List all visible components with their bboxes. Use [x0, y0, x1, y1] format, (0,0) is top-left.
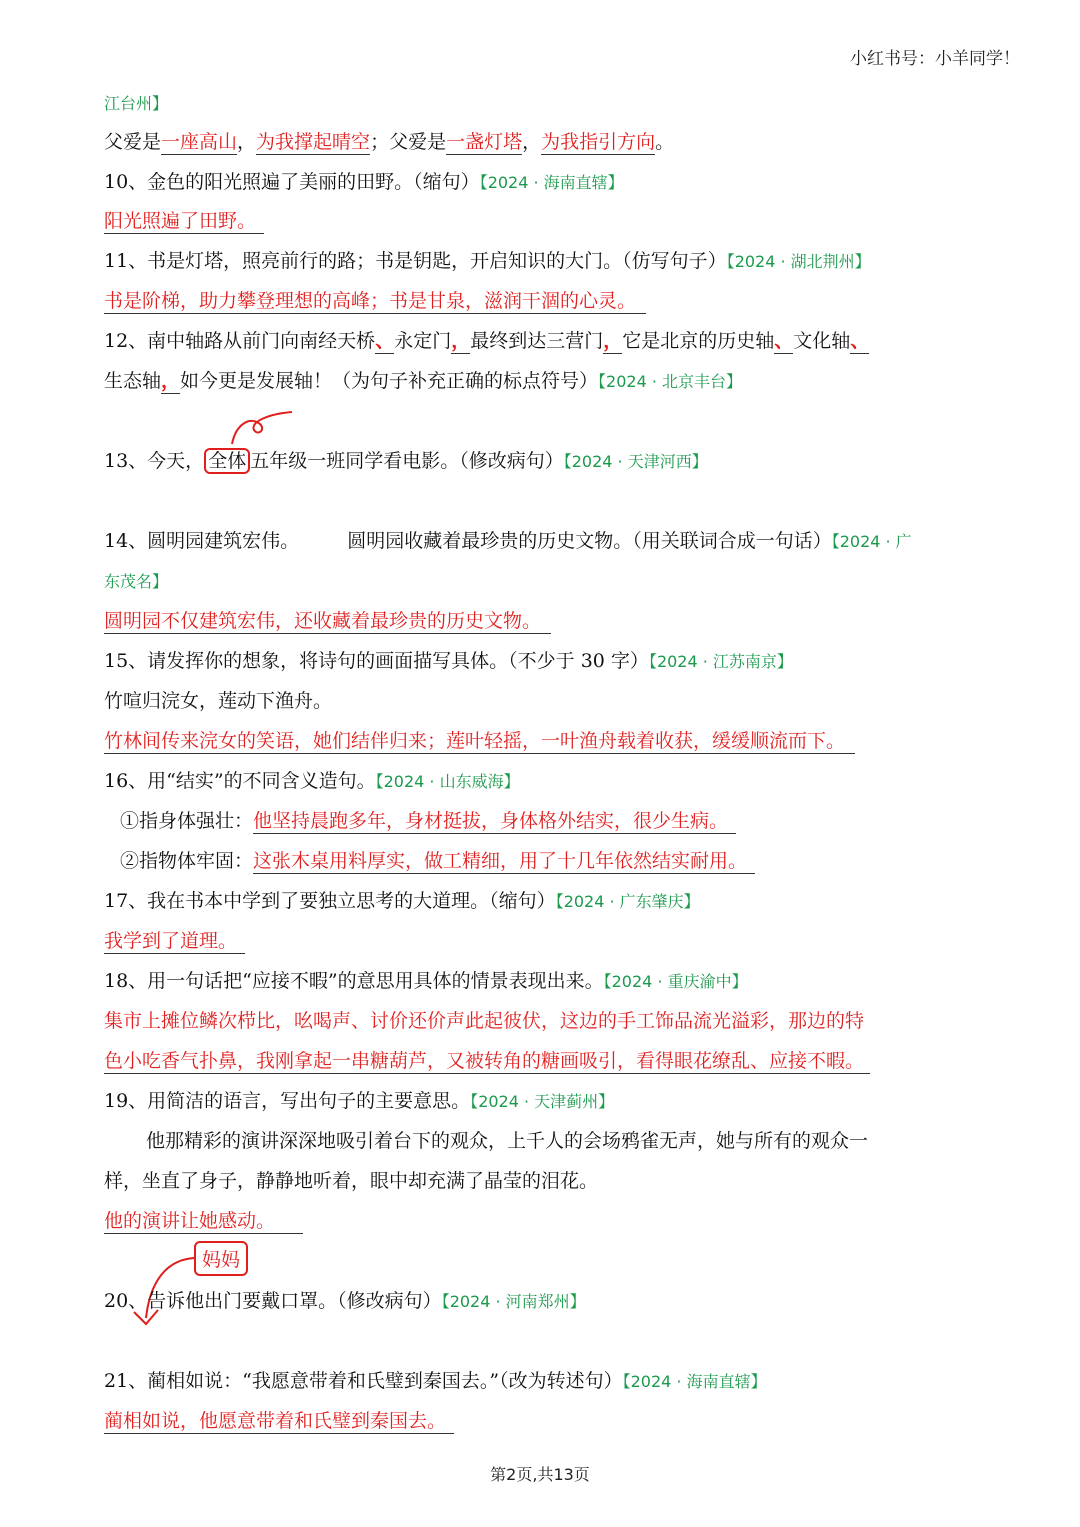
question-text: 13、今天， — [104, 450, 205, 472]
question-21 — [104, 1368, 767, 1395]
passage-line2 — [104, 1168, 598, 1194]
source-tag: 【2024 · 重庆渝中】 — [603, 972, 748, 991]
source-tag-line — [104, 90, 168, 117]
question-text: 最终到达三营门 — [470, 330, 604, 352]
text: ， — [237, 131, 257, 153]
text: ， — [522, 131, 542, 153]
question-text: 11、书是灯塔，照亮前行的路；书是钥匙，开启知识的大门。（仿写句子） — [104, 250, 727, 272]
source-tag: 【2024 · 江苏南京】 — [648, 652, 793, 671]
question-text: 14、圆明园建筑宏伟。 — [104, 530, 300, 552]
answer-11 — [104, 288, 646, 314]
question-text: 圆明园收藏着最珍贵的历史文物。（用关联词合成一句话） — [347, 530, 832, 552]
question-text: 五年级一班同学看电影。（修改病句） — [250, 450, 564, 472]
inserted-punctuation: ， — [161, 370, 181, 392]
text: 。 — [655, 131, 675, 153]
answer-15 — [104, 728, 855, 754]
question-text: 12、南中轴路从前门向南经天桥 — [104, 330, 376, 352]
question-text: 15、请发挥你的想象，将诗句的画面描写具体。（不少于 30 字） — [104, 650, 649, 672]
answer-text: 书是阶梯，助力攀登理想的高峰；书是甘泉，滋润干涸的心灵。 — [104, 290, 646, 314]
question-12-line1 — [104, 328, 869, 354]
question-text: 21、蔺相如说：“我愿意带着和氏璧到秦国去。”（改为转述句） — [104, 1370, 623, 1392]
answer-10 — [104, 208, 264, 234]
answer-text: 我学到了道理。 — [104, 930, 245, 954]
question-text: 17、我在书本中学到了要独立思考的大道理。（缩句） — [104, 890, 556, 912]
passage-line1 — [146, 1128, 868, 1154]
question-17 — [104, 888, 700, 915]
inserted-punctuation: 、 — [375, 330, 395, 352]
answer-19 — [104, 1208, 303, 1234]
answer-text: 这张木桌用料厚实，做工精细，用了十几年依然结实耐用。 — [253, 850, 755, 874]
question-text: 生态轴 — [104, 370, 162, 392]
answer-blank: 为我指引方向 — [541, 131, 656, 153]
answer-text: 阳光照遍了田野。 — [104, 210, 264, 234]
question-text: 文化轴 — [793, 330, 851, 352]
answer-text: 集市上摊位鳞次栉比，吆喝声、讨价还价声此起彼伏，这边的手工饰品流光溢彩，那边的特 — [104, 1010, 865, 1032]
question-15 — [104, 648, 793, 675]
question-16 — [104, 768, 520, 795]
inserted-punctuation: ， — [451, 330, 471, 352]
question-text: 20、告诉他出门要戴口罩。（修改病句） — [104, 1290, 442, 1312]
question-text: 它是北京的历史轴 — [622, 330, 775, 352]
answer-16-1 — [120, 808, 736, 834]
question-text: 18、用一句话把“应接不暇”的意思用具体的情景表现出来。 — [104, 970, 604, 992]
source-tag: 【2024 · 河南郑州】 — [441, 1292, 586, 1311]
source-tag: 【2024 · 广 — [831, 532, 912, 551]
answer-14 — [104, 608, 551, 634]
answer-16-2 — [120, 848, 755, 874]
deleted-word-box: 全体 — [204, 448, 250, 474]
answer-text: 竹林间传来浣女的笑语，她们结伴归来；莲叶轻摇，一叶渔舟载着收获，缓缓顺流而下。 — [104, 730, 855, 754]
source-tag: 东茂名】 — [104, 572, 169, 591]
source-tag: 【2024 · 湖北荆州】 — [726, 252, 871, 271]
sub-prompt: ①指身体强壮： — [120, 810, 254, 832]
inserted-punctuation: 、 — [850, 330, 870, 352]
question-text: 如今更是发展轴！（为句子补充正确的标点符号） — [180, 370, 599, 392]
text: ；父爱是 — [370, 131, 447, 153]
poem-line — [104, 688, 332, 714]
question-18 — [104, 968, 748, 995]
question-text: 永定门 — [394, 330, 452, 352]
question-12-line2 — [104, 368, 742, 395]
text: 父爱是 — [104, 131, 162, 153]
question-19 — [104, 1088, 614, 1115]
source-tag: 【2024 · 北京丰台】 — [598, 372, 743, 391]
answer-text: 圆明园不仅建筑宏伟，还收藏着最珍贵的历史文物。 — [104, 610, 551, 634]
watermark-text: 小红书号：小羊同学！ — [850, 49, 1020, 69]
answer-blank: 为我撑起晴空 — [256, 131, 371, 153]
answer-text: 蔺相如说，他愿意带着和氏璧到秦国去。 — [104, 1410, 454, 1434]
answer-21 — [104, 1408, 454, 1434]
answer-text: 他的演讲让她感动。 — [104, 1210, 303, 1234]
source-tag: 【2024 · 天津河西】 — [563, 452, 708, 471]
poem-text: 竹喧归浣女，莲动下渔舟。 — [104, 690, 333, 712]
deletion-mark-icon — [228, 408, 298, 448]
question-text: 19、用简洁的语言，写出句子的主要意思。 — [104, 1090, 471, 1112]
answer-line-9 — [104, 129, 674, 155]
source-tag: 【2024 · 海南直辖】 — [479, 173, 624, 192]
question-20 — [104, 1288, 586, 1315]
answer-text: 他坚持晨跑多年，身材挺拔，身体格外结实，很少生病。 — [253, 810, 736, 834]
inserted-word-box: 妈妈 — [194, 1241, 248, 1276]
source-tag: 【2024 · 山东威海】 — [375, 772, 520, 791]
page-number: 第2页,共13页 — [490, 1465, 590, 1484]
passage-text: 他那精彩的演讲深深地吸引着台下的观众，上千人的会场鸦雀无声，她与所有的观众一 — [146, 1130, 869, 1152]
question-10 — [104, 169, 624, 196]
sub-prompt: ②指物体牢固： — [120, 850, 254, 872]
inserted-punctuation: 、 — [774, 330, 794, 352]
question-text: 10、金色的阳光照遍了美丽的田野。（缩句） — [104, 171, 480, 193]
question-14 — [104, 528, 912, 555]
question-text: 16、用“结实”的不同含义造句。 — [104, 770, 376, 792]
answer-blank: 一座高山 — [161, 131, 238, 153]
answer-18-line2 — [104, 1048, 870, 1074]
source-tag: 【2024 · 天津蓟州】 — [470, 1092, 615, 1111]
answer-17 — [104, 928, 245, 954]
answer-blank: 一盏灯塔 — [446, 131, 523, 153]
source-tag: 江台州】 — [104, 94, 169, 113]
answer-text: 色小吃香气扑鼻，我刚拿起一串糖葫芦，又被转角的糖画吸引，看得眼花缭乱、应接不暇。 — [104, 1050, 870, 1074]
source-tag: 【2024 · 广东肇庆】 — [555, 892, 700, 911]
answer-18-line1 — [104, 1008, 864, 1034]
question-11 — [104, 248, 871, 275]
inserted-punctuation: ， — [603, 330, 623, 352]
source-tag: 【2024 · 海南直辖】 — [622, 1372, 767, 1391]
source-tag-line — [104, 568, 168, 595]
passage-text: 样，坐直了身子，静静地听着，眼中却充满了晶莹的泪花。 — [104, 1170, 599, 1192]
question-13 — [104, 448, 708, 475]
